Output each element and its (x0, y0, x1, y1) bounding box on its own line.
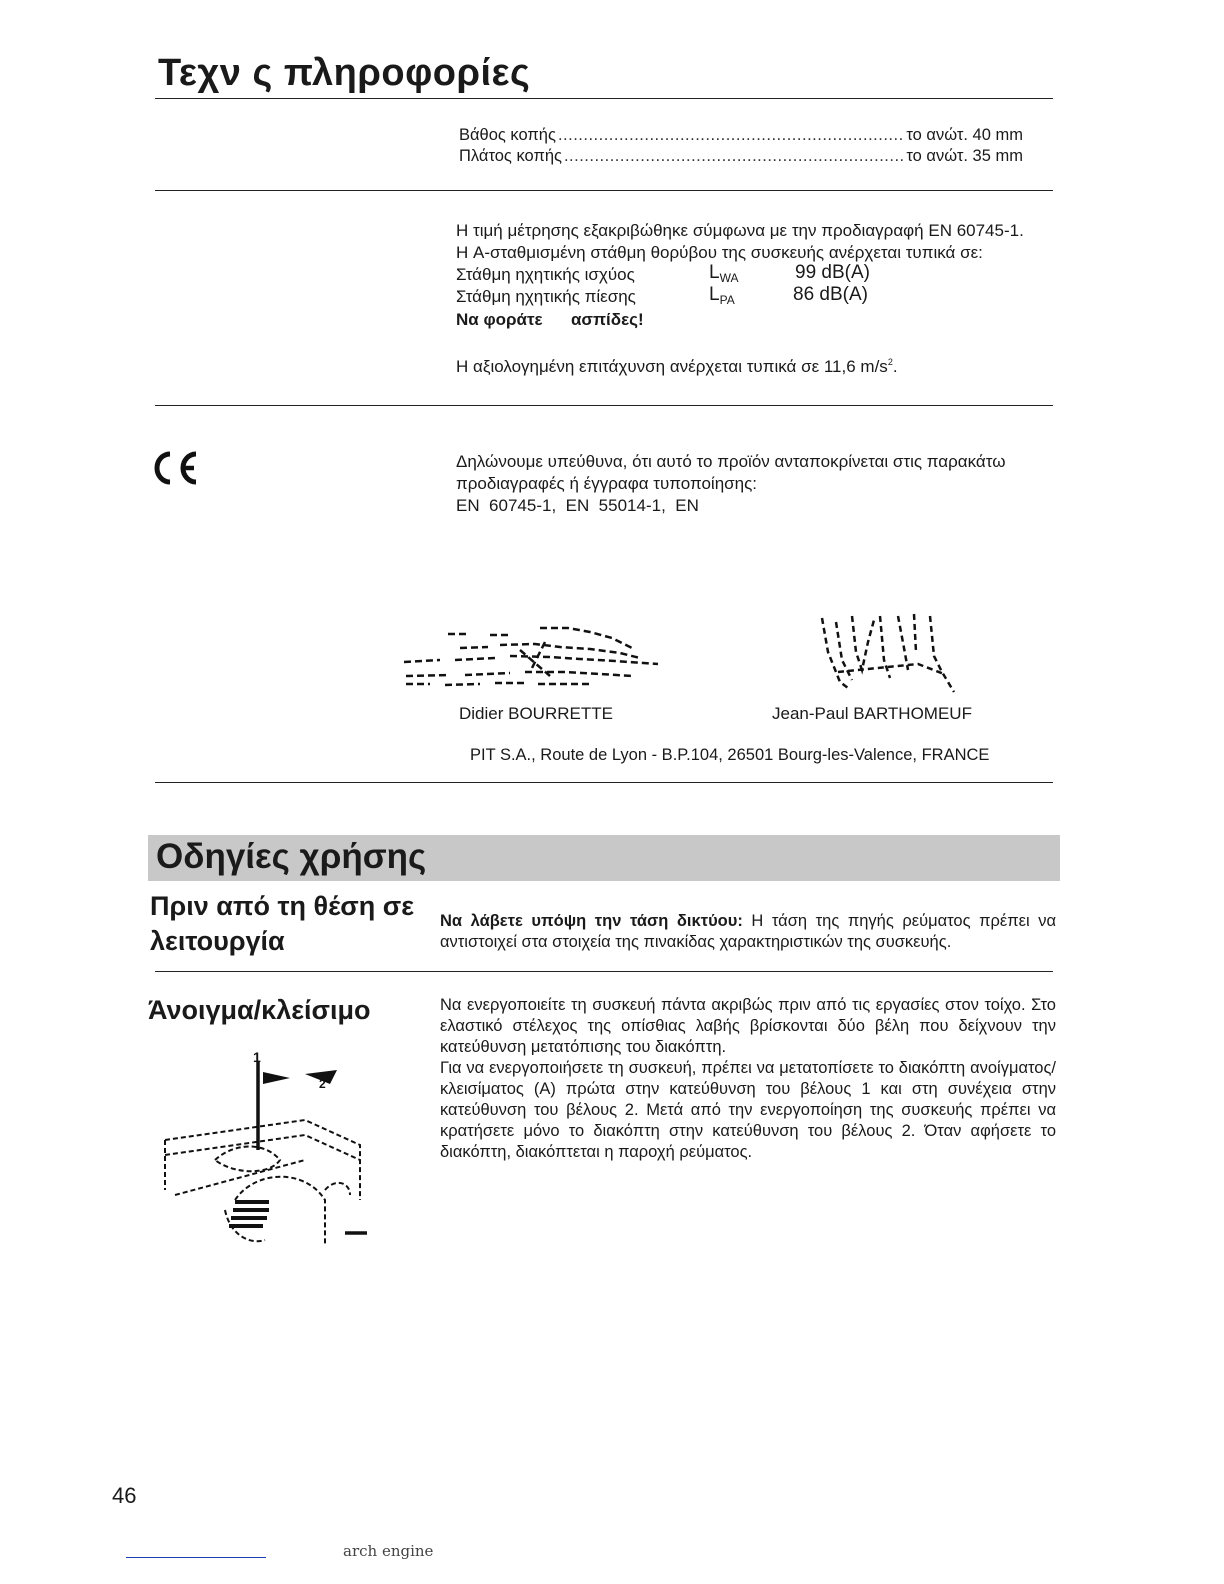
spec-value: το ανώτ. 35 mm (906, 147, 1023, 165)
noise-line-1: Η τιμή μέτρησης εξακριβώθηκε σύμφωνα με την προδιαγραφή EN 60745-1. (456, 221, 1024, 240)
vibration-text (456, 351, 898, 378)
sound-pressure-symbol (709, 284, 735, 311)
vibration-exponent: 2 (887, 357, 893, 367)
spec-label: Πλάτος κοπής (459, 147, 562, 165)
before-use-paragraph (440, 911, 1056, 953)
symbol-subscript: PA (719, 293, 735, 307)
title-divider (155, 98, 1053, 99)
dot-leader (564, 147, 904, 166)
signature-bourrette (400, 620, 665, 692)
conformity-line-2: προδιαγραφές ή έγγραφα τυποποίησης: (456, 474, 758, 493)
dot-leader (558, 126, 904, 145)
vibration-value: Η αξιολογημένη επιτάχυνση ανέρχεται τυπικά σε 11,6 m/s (456, 357, 888, 376)
section-divider (155, 971, 1053, 972)
on-off-heading: Άνοιγμα/κλείσιμο (148, 995, 371, 1025)
on-off-paragraph-1: Να ενεργοποιείτε τη συσκευή πάντα ακριβώς πριν από τις εργασίες στον τοίχο. Στο ελαστικό στέλεχος της οπίσθιας λαβής βρίσκονται δύο βέλη που δείχνουν την κατεύθυνση μετατόπισης του διακόπτη. (440, 996, 1056, 1056)
conformity-standards: EN 60745-1, EN 55014-1, EN (456, 496, 699, 515)
figure-arrow-1-label: 1 (253, 1050, 261, 1065)
section-divider (155, 190, 1053, 191)
sound-power-label: Στάθμη ηχητικής ισχύος (456, 265, 635, 284)
spec-value: το ανώτ. 40 mm (906, 126, 1023, 144)
spec-row (459, 147, 1023, 166)
voltage-warning: Να λάβετε υπόψη την τάση δικτύου: (440, 912, 743, 930)
symbol-L: L (709, 262, 720, 283)
vibration-period: . (892, 357, 898, 376)
signatory-2-name: Jean-Paul BARTHOMEUF (772, 704, 972, 723)
spec-row (459, 126, 1023, 145)
signatory-1-name: Didier BOURRETTE (459, 704, 613, 723)
sound-power-value: 99 dB(A) (795, 262, 870, 283)
footer-link-underline (126, 1557, 266, 1558)
section-header-bar (148, 835, 1060, 881)
symbol-subscript: WA (719, 271, 739, 285)
page-number: 46 (112, 1483, 137, 1508)
sound-pressure-value: 86 dB(A) (793, 284, 868, 305)
ear-protection-warning: Να φοράτε ασπίδες! (456, 310, 644, 329)
section-title: Οδηγίες χρήσης (156, 837, 427, 876)
switch-illustration (155, 1050, 375, 1255)
on-off-paragraph-2: Για να ενεργοποιήσετε τη συσκευή, πρέπει να μετατοπίσετε το διακόπτη ανοίγματος/κλεισίματος (A) πρώτα στην κατεύθυνση του βέλους 1 και στη συνέχεια στην κατεύθυνση του βέλους 2. Μετά από την ενεργοποίηση της συσκευής πρέπει να κρατήσετε μόνο το διακόπτη στην κατεύθυνση του βέλους 2. Όταν αφήσετε το διακόπτη, διακόπτεται η παροχή ρεύματος. (440, 1059, 1056, 1161)
footer-text: arch engine (343, 1542, 434, 1560)
section-divider (155, 405, 1053, 406)
spec-label: Βάθος κοπής (459, 126, 556, 144)
section-divider (155, 782, 1053, 783)
symbol-L: L (709, 284, 720, 305)
page-title: Τεχν ς πληροφορίες (158, 52, 531, 94)
conformity-line-1: Δηλώνουμε υπεύθυνα, ότι αυτό το προϊόν ανταποκρίνεται στις παρακάτω (456, 452, 1006, 471)
ce-mark-icon (150, 448, 200, 488)
noise-line-2: Η A-σταθμισμένη στάθμη θορύβου της συσκευής ανέρχεται τυπικά σε: (456, 243, 983, 262)
sound-pressure-label: Στάθμη ηχητικής πίεσης (456, 287, 636, 306)
signature-barthomeuf (818, 612, 963, 698)
figure-arrow-2-label: 2 (319, 1077, 326, 1091)
company-address: PIT S.A., Route de Lyon - B.P.104, 26501 Bourg-les-Valence, FRANCE (470, 746, 990, 764)
before-use-heading: Πριν από τη θέση σε λειτουργία (150, 891, 415, 956)
voltage-text: Η τάση της πηγής ρεύματος πρέπει να αντιστοιχεί στα στοιχεία της πινακίδας χαρακτηριστικών της συσκευής. (440, 912, 1056, 951)
